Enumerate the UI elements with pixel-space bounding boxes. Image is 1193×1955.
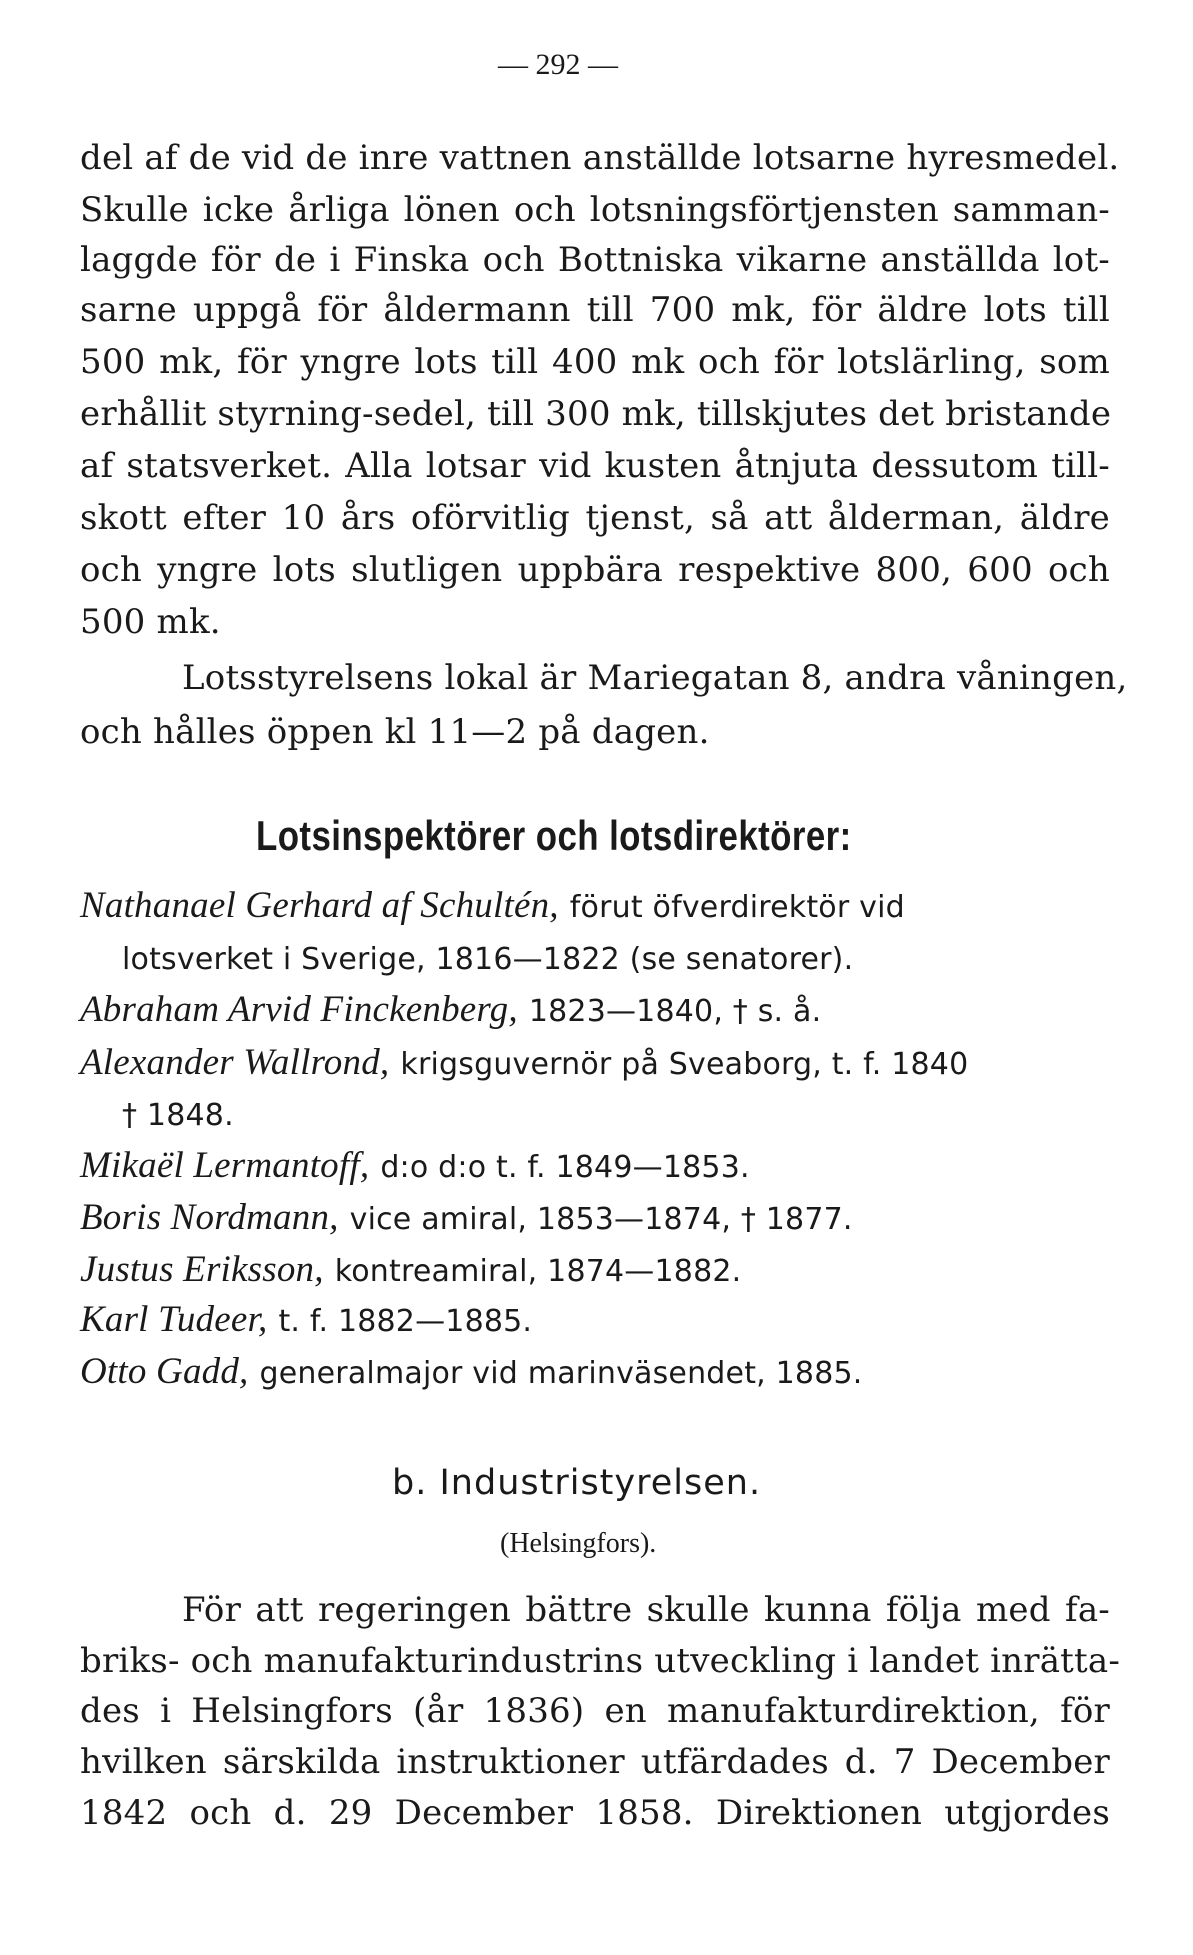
paragraph2-line-2: och hålles öppen kl 11—2 på dagen. <box>80 712 710 752</box>
entry-2 <box>80 990 821 1032</box>
paragraph2-line-1: Lotsstyrelsens lokal är Mariegatan 8, andra våningen, <box>182 658 1128 698</box>
entry-1 <box>80 886 905 928</box>
paragraph1-line-6: erhållit styrning-sedel, till 300 mk, tillskjutes det bristande <box>80 394 1112 434</box>
paragraph1-line-5: 500 mk, för yngre lots till 400 mk och för lotslärling, som <box>80 342 1110 382</box>
entry-description: 1823—1840, † s. å. <box>528 994 822 1029</box>
paragraph1-line-4: sarne uppgå för åldermann till 700 mk, för äldre lots till <box>80 290 1110 330</box>
entry-7 <box>80 1300 532 1342</box>
entry-description: t. f. 1882—1885. <box>278 1304 533 1339</box>
entry-name: Justus Eriksson, <box>80 1249 324 1290</box>
paragraph1-line-8: skott efter 10 års oförvitlig tjenst, så att ålderman, äldre <box>80 498 1110 538</box>
entry-6 <box>80 1250 741 1292</box>
entry-description: generalmajor vid marinväsendet, 1885. <box>259 1356 863 1391</box>
entry-description: förut öfverdirektör vid <box>569 890 905 925</box>
paragraph3-line-3: des i Helsingfors (år 1836) en manufakturdirektion, för <box>80 1691 1110 1731</box>
entry-name: Otto Gadd, <box>80 1351 249 1392</box>
entry-3-continued <box>122 1094 234 1136</box>
paragraph1-line-10: 500 mk. <box>80 602 221 642</box>
paragraph3-line-5: 1842 och d. 29 December 1858. Direktionen utgjordes <box>80 1793 1110 1833</box>
paragraph1-line-1: del af de vid de inre vattnen anställde lotsarne hyresmedel. <box>80 138 1120 178</box>
entry-4 <box>80 1146 750 1188</box>
entry-name: Nathanael Gerhard af Schultén, <box>80 885 559 926</box>
paragraph1-line-3: laggde för de i Finska och Bottniska vikarne anställda lot- <box>80 240 1110 280</box>
entry-description: krigsguvernör på Sveaborg, t. f. 1840 <box>400 1047 969 1082</box>
entry-description: vice amiral, 1853—1874, † 1877. <box>349 1202 853 1237</box>
paragraph1-line-9: och yngre lots slutligen uppbära respektive 800, 600 och <box>80 550 1110 590</box>
subsection-location: (Helsingfors). <box>500 1528 657 1559</box>
page-number: — 292 — <box>498 48 618 81</box>
subsection-title: b. Industristyrelsen. <box>392 1463 762 1503</box>
entry-description: † 1848. <box>122 1098 234 1133</box>
entry-name: Alexander Wallrond, <box>80 1042 390 1083</box>
paragraph3-line-1: För att regeringen bättre skulle kunna följa med fa- <box>182 1590 1110 1630</box>
paragraph1-line-7: af statsverket. Alla lotsar vid kusten åtnjuta dessutom till- <box>80 446 1110 486</box>
paragraph1-line-2: Skulle icke årliga lönen och lotsningsförtjensten samman- <box>80 190 1110 230</box>
entry-8 <box>80 1352 863 1394</box>
entry-name: Abraham Arvid Finckenberg, <box>80 989 518 1030</box>
entry-3 <box>80 1043 968 1085</box>
entry-name: Boris Nordmann, <box>80 1197 339 1238</box>
paragraph3-line-2: briks- och manufakturindustrins utveckling i landet inrätta- <box>80 1641 1121 1681</box>
entry-name: Mikaël Lermantoff, <box>80 1145 370 1186</box>
paragraph3-line-4: hvilken särskilda instruktioner utfärdades d. 7 December <box>80 1742 1110 1782</box>
entry-name: Karl Tudeer, <box>80 1299 268 1340</box>
section-title: Lotsinspektörer och lotsdirektörer: <box>256 812 852 859</box>
entry-1-continued <box>122 938 853 980</box>
entry-description: d:o d:o t. f. 1849—1853. <box>380 1150 750 1185</box>
entry-description: lotsverket i Sverige, 1816—1822 (se senatorer). <box>122 942 854 977</box>
entry-description: kontreamiral, 1874—1882. <box>334 1254 742 1289</box>
entry-5 <box>80 1198 853 1240</box>
